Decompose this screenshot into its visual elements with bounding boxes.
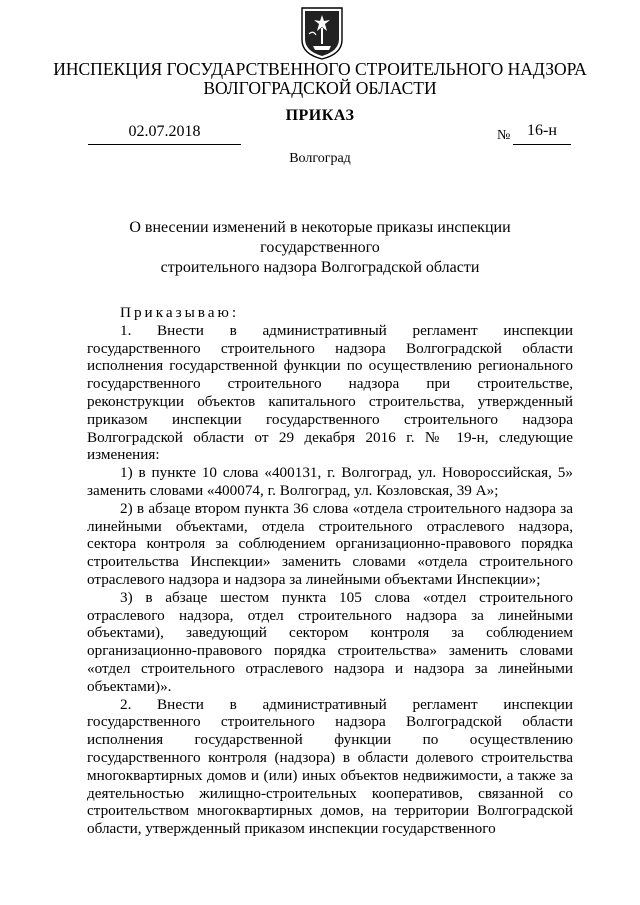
paragraph-1: 1. Внести в административный регламент инспекции государственного строительного надзора Волгоградской области исполнения государственной функции по осуществлению регионального государственного строительного надзора при строительстве, реконструкции объектов капитального строительства, утвержденный приказом инспекции государственного строительного надзора Волгоградской области от 29 декабря 2016 г. № 19-н, следующие изменения: (87, 321, 573, 464)
organization-line-1: ИНСПЕКЦИЯ ГОСУДАРСТВЕННОГО СТРОИТЕЛЬНОГО НАДЗОРА (53, 59, 587, 79)
order-word: Приказываю: (120, 304, 240, 321)
document-subject (70, 218, 570, 278)
document-date: 02.07.2018 (88, 123, 241, 145)
paragraph-2: 2. Внести в административный регламент инспекции государственного строительного надзора Волгоградской области исполнения государственной функции по осуществлению государственного контроля (надзора) в области долевого строительства многоквартирных домов и (или) иных объектов недвижимости, а также за деятельностью жилищно-строительных кооперативов, связанной со строительством многоквартирных домов, на территории Волгоградской области, утвержденный приказом инспекции государственного (87, 695, 573, 838)
paragraph-1-item-3: 3) в абзаце шестом пункта 105 слова «отдел строительного отраслевого надзора, отдел строительного надзора за линейными объектами), заведующий сектором контроля за соблюдением организационно-правового порядка строительства» заменить словами «отдел строительного отраслевого надзора и надзора за линейными объектами)». (87, 588, 573, 695)
paragraph-1-item-1: 1) в пункте 10 слова «400131, г. Волгоград, ул. Новороссийская, 5» заменить словами «400074, г. Волгоград, ул. Козловская, 39 А»; (87, 464, 573, 499)
document-number: 16-н (513, 121, 571, 145)
paragraph-1-item-2: 2) в абзаце втором пункта 36 слова «отдела строительного надзора за линейными объектами, отдела строительного отраслевого надзора, сектора контроля за соблюдением организационно-правового порядка строительства Инспекции» заменить словами «отдела строительного отраслевого надзора и надзора за линейными объектами Инспекции»; (87, 499, 573, 588)
subject-line-2: строительного надзора Волгоградской области (160, 259, 480, 276)
number-sign: № (497, 128, 511, 143)
document-type: ПРИКАЗ (285, 107, 355, 124)
subject-line-1: О внесении изменений в некоторые приказы инспекции государственного (129, 219, 511, 256)
city: Волгоград (289, 151, 351, 166)
document-body (87, 304, 573, 838)
coat-of-arms-icon (299, 4, 345, 60)
organization-name (0, 60, 640, 98)
organization-line-2: ВОЛГОГРАДСКОЙ ОБЛАСТИ (203, 78, 437, 98)
